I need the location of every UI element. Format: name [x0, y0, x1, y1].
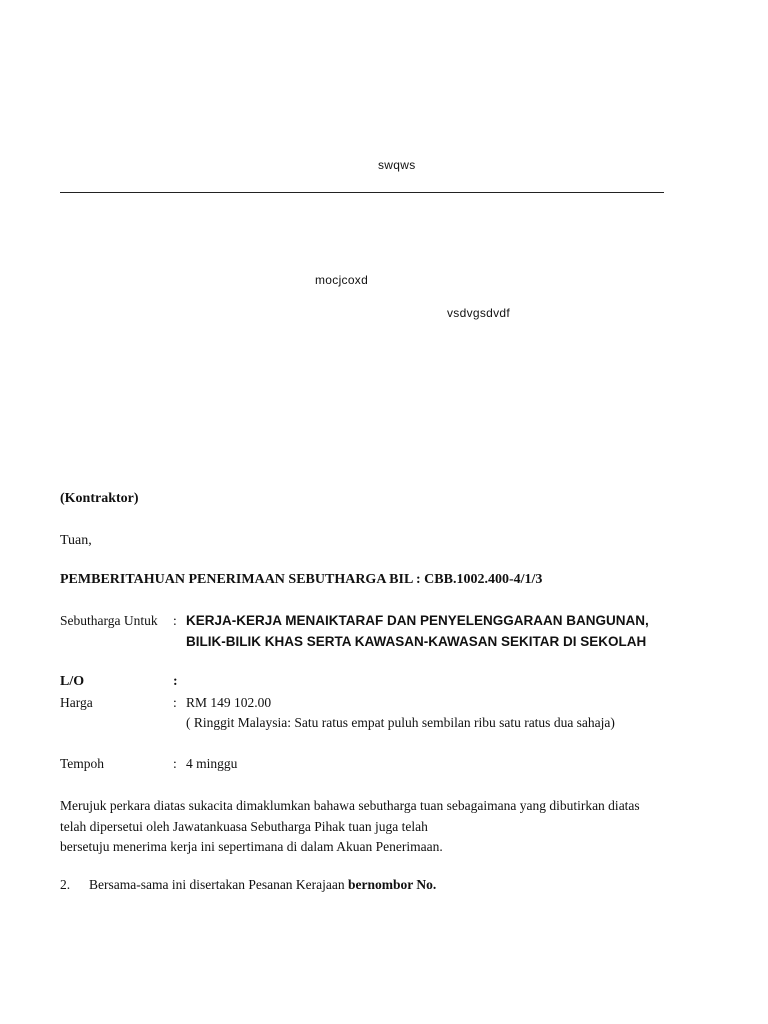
- tempoh-label: Tempoh: [60, 756, 105, 771]
- paragraph-2-text: Bersama-sama ini disertakan Pesanan Kerajaan: [89, 877, 349, 892]
- paragraph-1-line-1: Merujuk perkara diatas sukacita dimaklumkan bahawa sebutharga tuan sebagaimana yang dibutirkan diatas: [60, 798, 640, 813]
- paragraph-1-line-3: bersetuju menerima kerja ini sepertimana di dalam Akuan Penerimaan.: [60, 839, 443, 854]
- harga-label: Harga: [60, 695, 93, 710]
- subject-title: PEMBERITAHUAN PENERIMAAN SEBUTHARGA BIL : CBB.1002.400-4/1/3: [60, 572, 543, 587]
- header-line-3: vsdvgsdvdf: [447, 306, 511, 320]
- sebutharga-colon: :: [173, 613, 177, 628]
- paragraph-2-bold: bernombor No.: [348, 877, 437, 892]
- harga-colon: :: [173, 695, 177, 710]
- lo-label: L/O: [60, 674, 85, 689]
- salutation: Tuan,: [60, 533, 92, 548]
- paragraph-2: [89, 877, 436, 893]
- tempoh-value: 4 minggu: [186, 756, 238, 771]
- header-top-text: swqws: [378, 158, 416, 172]
- sebutharga-line-1: KERJA-KERJA MENAIKTARAF DAN PENYELENGGARAAN BANGUNAN,: [186, 613, 649, 628]
- sebutharga-label: Sebutharga Untuk: [60, 613, 158, 628]
- lo-colon: :: [173, 674, 178, 689]
- recipient: (Kontraktor): [60, 491, 139, 506]
- header-line-2: mocjcoxd: [315, 273, 369, 287]
- tempoh-colon: :: [173, 756, 177, 771]
- harga-value: RM 149 102.00: [186, 695, 272, 710]
- header-divider: [60, 192, 664, 193]
- sebutharga-line-2: BILIK-BILIK KHAS SERTA KAWASAN-KAWASAN SEKITAR DI SEKOLAH: [186, 634, 647, 649]
- paragraph-2-number: 2.: [60, 877, 71, 892]
- harga-words: ( Ringgit Malaysia: Satu ratus empat puluh sembilan ribu satu ratus dua sahaja): [186, 715, 615, 730]
- paragraph-1-line-2: telah dipersetui oleh Jawatankuasa Sebutharga Pihak tuan juga telah: [60, 819, 428, 834]
